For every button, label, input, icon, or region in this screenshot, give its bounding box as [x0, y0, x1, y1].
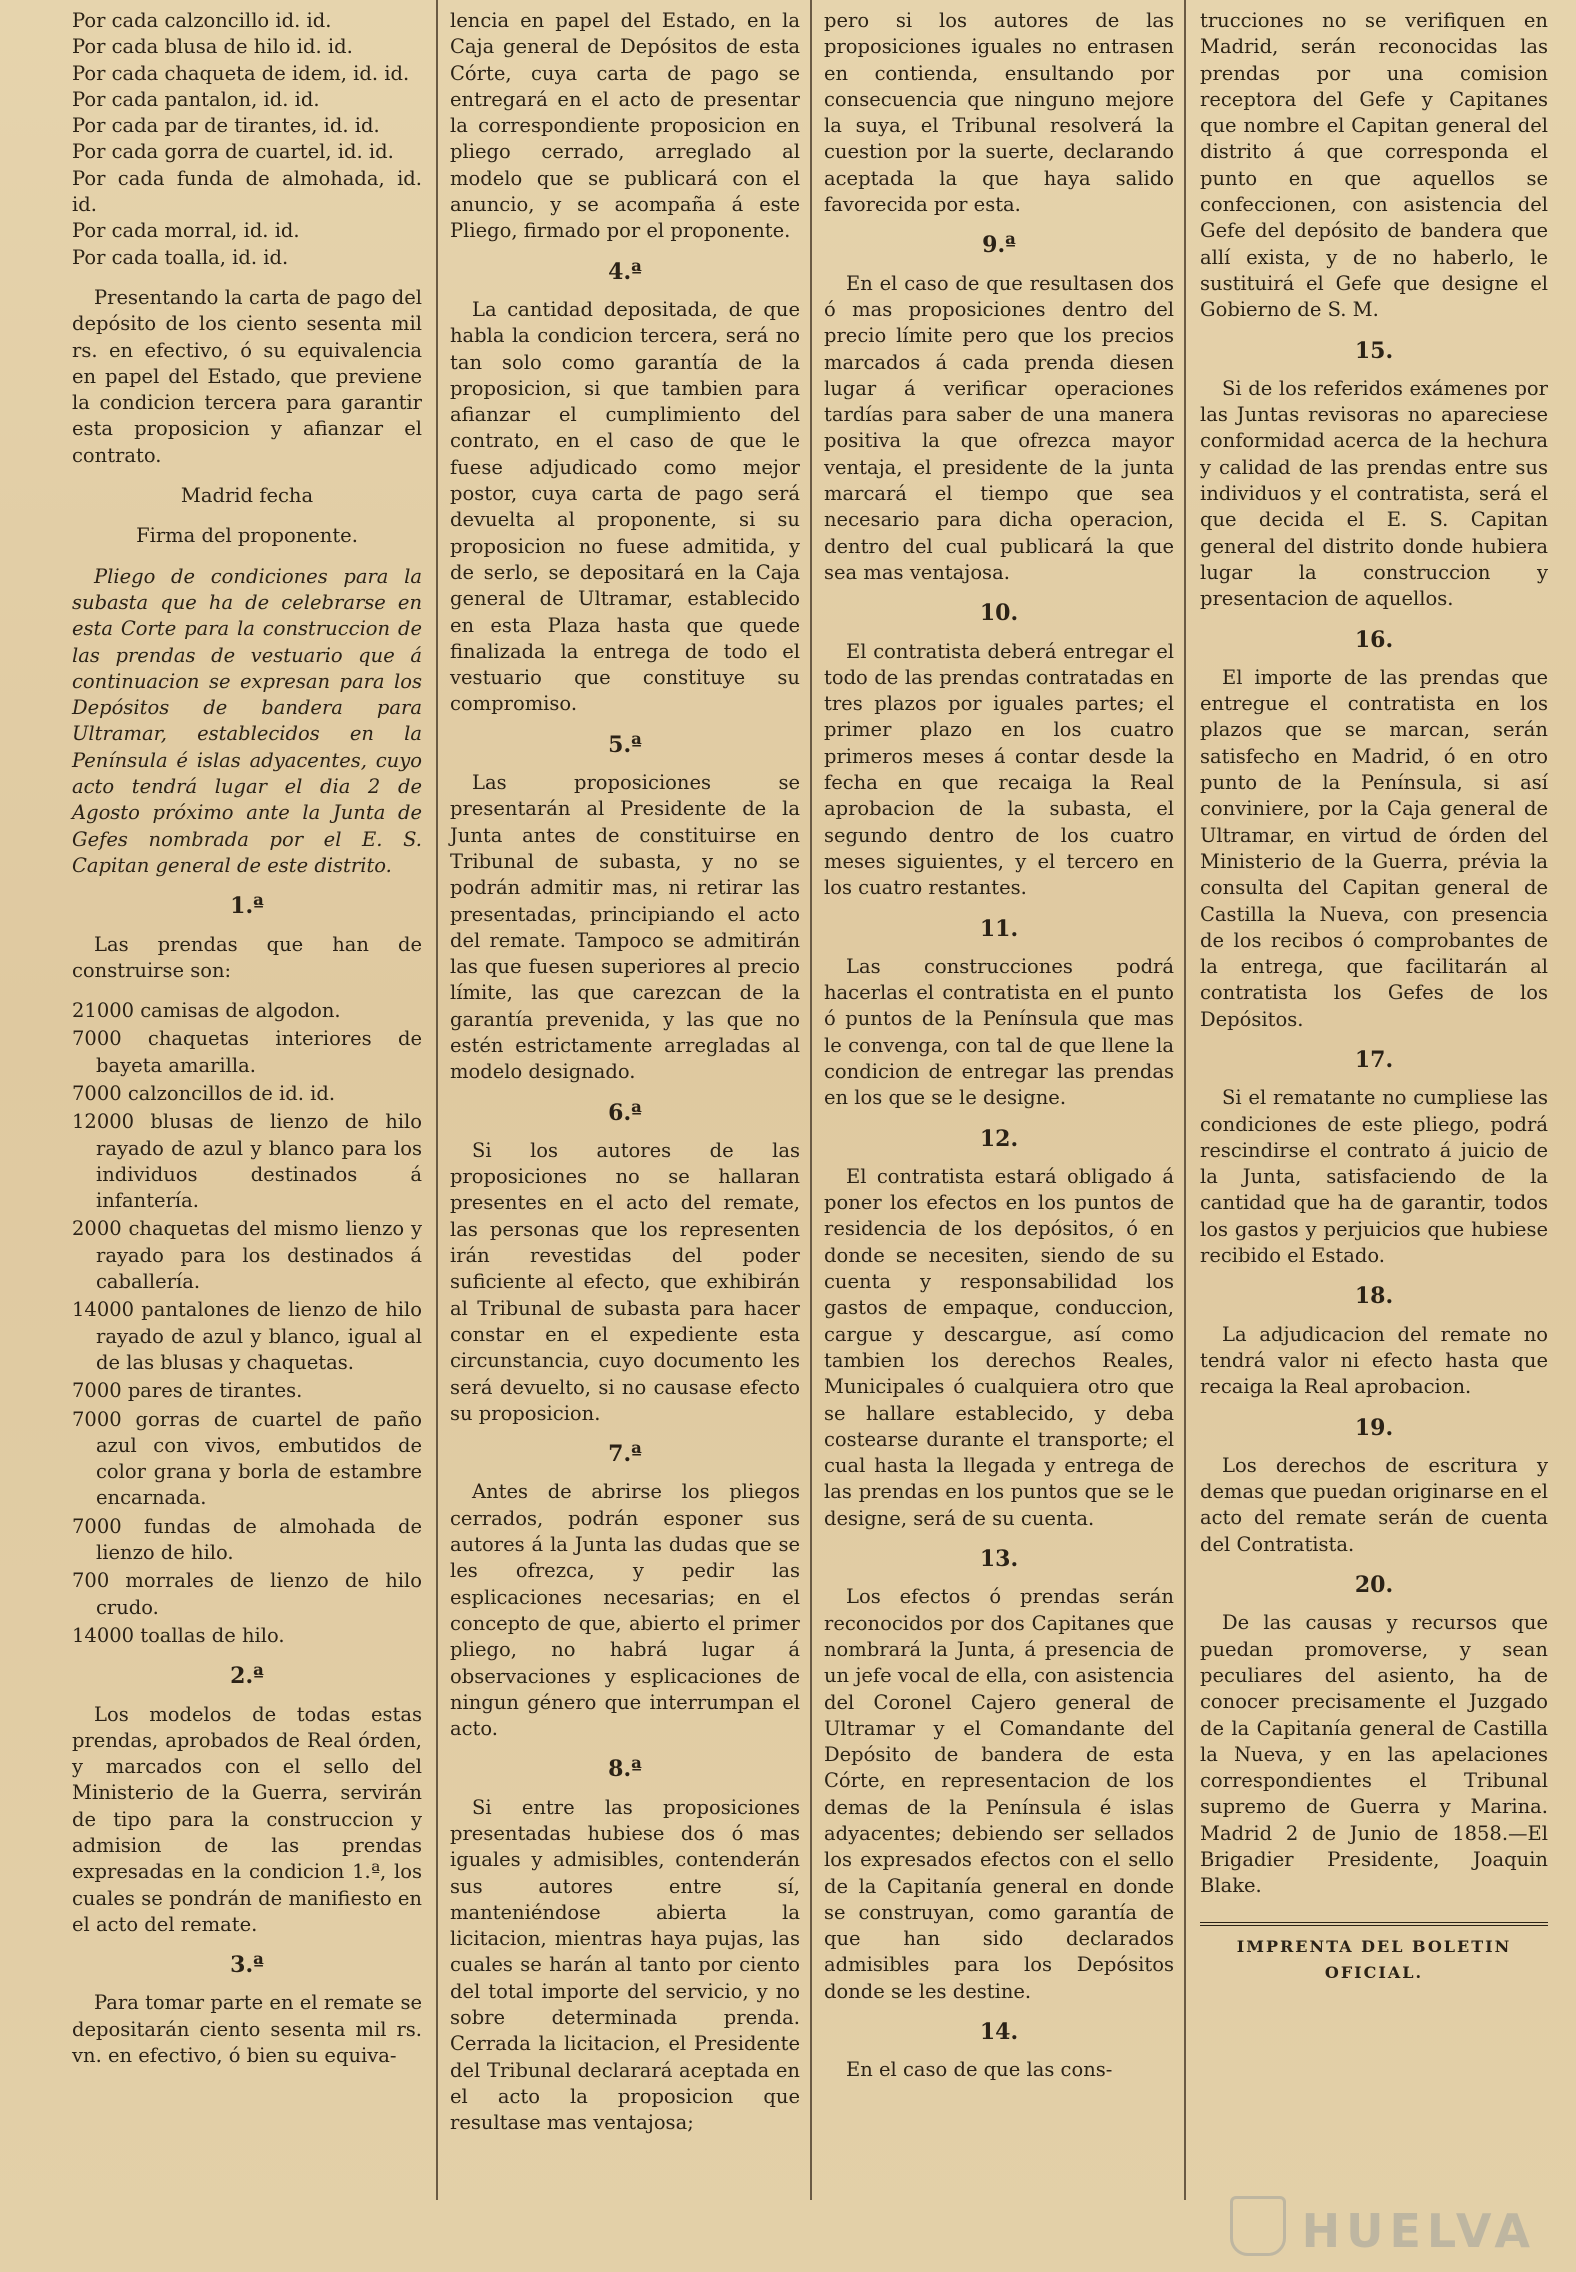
garment-item: 7000 chaquetas interiores de bayeta amarilla. — [72, 1027, 422, 1077]
condition-number: 1.ª — [230, 893, 264, 920]
garment-list — [72, 998, 422, 1649]
paragraph: Presentando la carta de pago del depósito de los ciento sesenta mil rs. en efectivo, ó su equivalencia en papel del Estado, que previene la condicion tercera para garantir esta proposicion y afianzar el contrato. — [72, 285, 422, 467]
condition-number: 16. — [1354, 626, 1394, 653]
archive-seal-icon — [1230, 2196, 1286, 2256]
price-item: Por cada calzoncillo id. id. — [72, 9, 332, 32]
condition-number: 17. — [1354, 1046, 1394, 1073]
paragraph: Los derechos de escritura y demas que puedan originarse en el acto del remate serán de cuenta del Contratista. — [1200, 1453, 1548, 1556]
garment-item: 7000 gorras de cuartel de paño azul con vivos, embutidos de color grana y borla de estambre encarnada. — [72, 1407, 422, 1510]
garment-item: 7000 pares de tirantes. — [72, 1379, 303, 1403]
price-item: Por cada morral, id. id. — [72, 219, 300, 243]
paragraph: Si los autores de las proposiciones no se hallaran presentes en el acto del remate, las personas que los representen irán revestidas del poder suficiente al efecto, que exhibirán al Tribunal de subasta para hacer constar en el expediente esta circunstancia, cuyo documento les será devuelto, si no causase efecto su proposicion. — [450, 1138, 800, 1425]
column-1 — [72, 8, 422, 2083]
garment-item: 2000 chaquetas del mismo lienzo y rayado para los destinados á caballería. — [72, 1217, 422, 1294]
imprint-line: IMPRENTA DEL BOLETIN OFICIAL. — [1200, 1922, 1548, 1987]
garment-item: 12000 blusas de lienzo de hilo rayado de azul y blanco para los individuos destinados á infantería. — [72, 1110, 422, 1213]
paragraph: El contratista deberá entregar el todo de las prendas contratadas en tres plazos por iguales partes; el primer plazo en los cuatro primeros meses á contar desde la fecha en que recaiga la Real aprobacion de la subasta, el segundo dentro de los cuatro meses siguientes, y el tercero en los cuatro restantes. — [824, 639, 1174, 900]
pliego-title: Pliego de condiciones para la subasta que ha de celebrarse en esta Corte para la construccion de las prendas de vestuario que á continuacion se expresan para los Depósitos de bandera para Ultramar, establecidos en la Península é islas adyacentes, cuyo acto tendrá lugar el dia 2 de Agosto próximo ante la Junta de Gefes nombrada por el E. S. Capitan general de este distrito. — [72, 564, 422, 877]
garment-item: 7000 fundas de almohada de lienzo de hilo. — [72, 1514, 422, 1565]
date-line: Madrid fecha — [180, 484, 314, 508]
paragraph: La adjudicacion del remate no tendrá valor ni efecto hasta que recaiga la Real aprobacion. — [1200, 1322, 1548, 1399]
condition-number: 2.ª — [230, 1663, 264, 1690]
paragraph: En el caso de que las cons- — [846, 2058, 1113, 2082]
price-item: Por cada funda de almohada, id. id. — [72, 166, 422, 217]
column-divider — [810, 0, 812, 2200]
paragraph: El contratista estará obligado á poner los efectos en los puntos de residencia de los depósitos, ó en donde se necesiten, siendo de su cuenta y responsabilidad los gastos de empaque, conduccion, cargue y descargue, así como tambien los derechos Reales, Municipales ó cualquiera otro que se hallare establecido, y deba costearse durante el transporte; el cual hasta la llegada y entrega de las prendas en los puntos que se le designe, será de su cuenta. — [824, 1164, 1174, 1530]
price-item: Por cada chaqueta de idem, id. id. — [72, 61, 410, 85]
paragraph: trucciones no se verifiquen en Madrid, serán reconocidas las prendas por una comision receptora del Gefe y Capitanes que nombre el Capitan general del distrito á que corresponda el punto en que aquellos se confeccionen, con asistencia del Gefe del depósito de bandera que allí exista, y de no haberlo, le sustituirá el Gefe que designe el Gobierno de S. M. — [1200, 9, 1548, 322]
paragraph: El importe de las prendas que entregue el contratista en los plazos que se marcan, serán satisfecho en Madrid, ó en otro punto de la Península, si así conviniere, por la Caja general de Ultramar, en virtud de órden del Ministerio de la Guerra, prévia la consulta del Capitan general de Castilla la Nueva, con presencia de los recibos ó comprobantes de la entrega, que facilitarán al contratista los Gefes de los Depósitos. — [1200, 665, 1548, 1031]
paragraph: En el caso de que resultasen dos ó mas proposiciones dentro del precio límite pero que los precios marcados á cada prenda diesen lugar á verificar operaciones tardías para saber de una manera positiva la que ofrezca mayor ventaja, el presidente de la junta marcará el tiempo que sea necesario para dicha operacion, dentro del cual publicará la que sea mas ventajosa. — [824, 271, 1174, 584]
column-divider — [1184, 0, 1186, 2200]
paragraph: Para tomar parte en el remate se depositarán ciento sesenta mil rs. vn. en efectivo, ó bien su equiva- — [72, 1991, 422, 2068]
paragraph: Los modelos de todas estas prendas, aprobados de Real órden, y marcados con el sello del Ministerio de la Guerra, servirán de tipo para la construccion y admision de las prendas expresadas en la condicion 1.ª, los cuales se pondrán de manifiesto en el acto del remate. — [72, 1702, 422, 1936]
condition-number: 11. — [979, 915, 1019, 942]
column-divider — [436, 0, 438, 2200]
condition-number: 20. — [1354, 1572, 1394, 1599]
condition-number: 12. — [979, 1125, 1019, 1152]
column-2 — [450, 8, 800, 2151]
condition-number: 5.ª — [608, 731, 642, 758]
garment-item: 21000 camisas de algodon. — [72, 999, 341, 1023]
condition-number: 9.ª — [982, 232, 1016, 259]
condition-number: 10. — [979, 600, 1019, 627]
condition-number: 3.ª — [230, 1952, 264, 1979]
paragraph: Antes de abrirse los pliegos cerrados, podrán esponer sus autores á la Junta las dudas que se les ofrezca, y pedir las esplicaciones necesarias; en el concepto de que, abierto el primer pliego, no habrá lugar á observaciones y esplicaciones de ningun género que interrumpan el acto. — [450, 1480, 800, 1741]
paragraph: Las construcciones podrá hacerlas el contratista en el punto ó puntos de la Península que mas le convenga, con tal de que llene la condicion de entregar las prendas en los que se le designe. — [824, 954, 1174, 1110]
condition-number: 6.ª — [608, 1099, 642, 1126]
condition-number: 15. — [1354, 337, 1394, 364]
paragraph: Si de los referidos exámenes por las Juntas revisoras no apareciese conformidad acerca de la hechura y calidad de las prendas entre sus individuos y el contratista, será el que decida el E. S. Capitan general del distrito donde hubiera lugar la construccion y presentacion de aquellos. — [1200, 376, 1548, 611]
paragraph: La cantidad depositada, de que habla la condicion tercera, será no tan solo como garantía de la proposicion, si que tambien para afianzar el cumplimiento del contrato, en el caso de que le fuese adjudicado como mejor postor, cuya carta de pago será devuelta al proponente, si su proposicion no fuese admitida, y de serlo, se depositará en la Caja general de Ultramar, establecido en esta Plaza hasta que quede finalizada la entrega de todo el vestuario que constituye su compromiso. — [450, 297, 800, 716]
price-list — [72, 8, 422, 271]
price-item: Por cada pantalon, id. id. — [72, 87, 320, 111]
paragraph: pero si los autores de las proposiciones iguales no entrasen en contienda, ensultando por consecuencia que ninguno mejore la suya, el Tribunal resolverá la cuestion por la suerte, declarando aceptada la que haya salido favorecida por esta. — [824, 9, 1174, 217]
garment-item: 700 morrales de lienzo de hilo crudo. — [72, 1569, 422, 1619]
paragraph: Las prendas que han de construirse son: — [72, 932, 422, 982]
paragraph: Los efectos ó prendas serán reconocidos por dos Capitanes que nombrará la Junta, á presencia de un jefe vocal de ella, con asistencia del Coronel Cajero general de Ultramar y el Comandante del Depósito de bandera de esta Córte, en representacion de los demas de la Península é islas adyacentes; debiendo ser sellados los expresados efectos con el sello de la Capitanía general en donde se construyan, como garantía de que han sido declarados admisibles para los Depósitos donde se les destine. — [824, 1585, 1174, 2003]
price-item: Por cada blusa de hilo id. id. — [72, 35, 353, 59]
paragraph: Las proposiciones se presentarán al Presidente de la Junta antes de constituirse en Tribunal de subasta, y no se podrán admitir mas, ni retirar las presentadas, principiando el acto del remate. Tampoco se admitirán las que fuesen superiores al precio límite, las que carezcan de la garantía prevenida, y las que no estén estrictamente arregladas al modelo designado. — [450, 771, 800, 1084]
garment-item: 14000 pantalones de lienzo de hilo rayado de azul y blanco, igual al de las blusas y chaquetas. — [72, 1298, 422, 1374]
garment-item: 7000 calzoncillos de id. id. — [72, 1081, 336, 1105]
paragraph: Si el rematante no cumpliese las condiciones de este pliego, podrá rescindirse el contrato á juicio de la Junta, satisfaciendo de la cantidad que ha de garantir, todos los gastos y perjuicios que hubiese recibido el Estado. — [1200, 1086, 1548, 1268]
condition-number: 7.ª — [608, 1441, 642, 1468]
condition-number: 18. — [1354, 1283, 1394, 1310]
price-item: Por cada gorra de cuartel, id. id. — [72, 140, 394, 164]
price-item: Por cada toalla, id. id. — [72, 245, 289, 269]
garment-item: 14000 toallas de hilo. — [72, 1623, 285, 1647]
condition-number: 8.ª — [608, 1756, 642, 1783]
condition-number: 4.ª — [608, 258, 642, 285]
condition-number: 13. — [979, 1546, 1019, 1573]
paragraph: Si entre las proposiciones presentadas hubiese dos ó mas iguales y admisibles, contenderán sus autores entre sí, manteniéndose abierta la licitacion, mientras haya pujas, las cuales se harán al tanto por ciento del total importe del servicio, y no sobre determinada prenda. Cerrada la licitacion, el Presidente del Tribunal declarará aceptada en el acto la proposicion que resultase mas ventajosa; — [450, 1795, 800, 2135]
price-item: Por cada par de tirantes, id. id. — [72, 114, 380, 138]
paragraph: De las causas y recursos que puedan promoverse, y sean peculiares del asiento, ha de conocer precisamente el Juzgado de la Capitanía general de Castilla la Nueva, y en las apelaciones correspondientes el Tribunal supremo de Guerra y Marina. Madrid 2 de Junio de 1858.—El Brigadier Presidente, Joaquin Blake. — [1200, 1611, 1548, 1898]
paragraph: lencia en papel del Estado, en la Caja general de Depósitos de esta Córte, cuya carta de pago se entregará en el acto de presentar la correspondiente proposicion en pliego cerrado, arreglado al modelo que se publicará con el anuncio, y se acompaña á este Pliego, firmado por el proponente. — [450, 9, 800, 243]
signature-line: Firma del proponente. — [136, 524, 358, 548]
column-4 — [1200, 8, 1548, 1986]
column-3 — [824, 8, 1174, 2098]
archive-watermark: HUELVA — [1301, 2204, 1536, 2258]
condition-number: 14. — [979, 2019, 1019, 2046]
condition-number: 19. — [1354, 1414, 1394, 1441]
